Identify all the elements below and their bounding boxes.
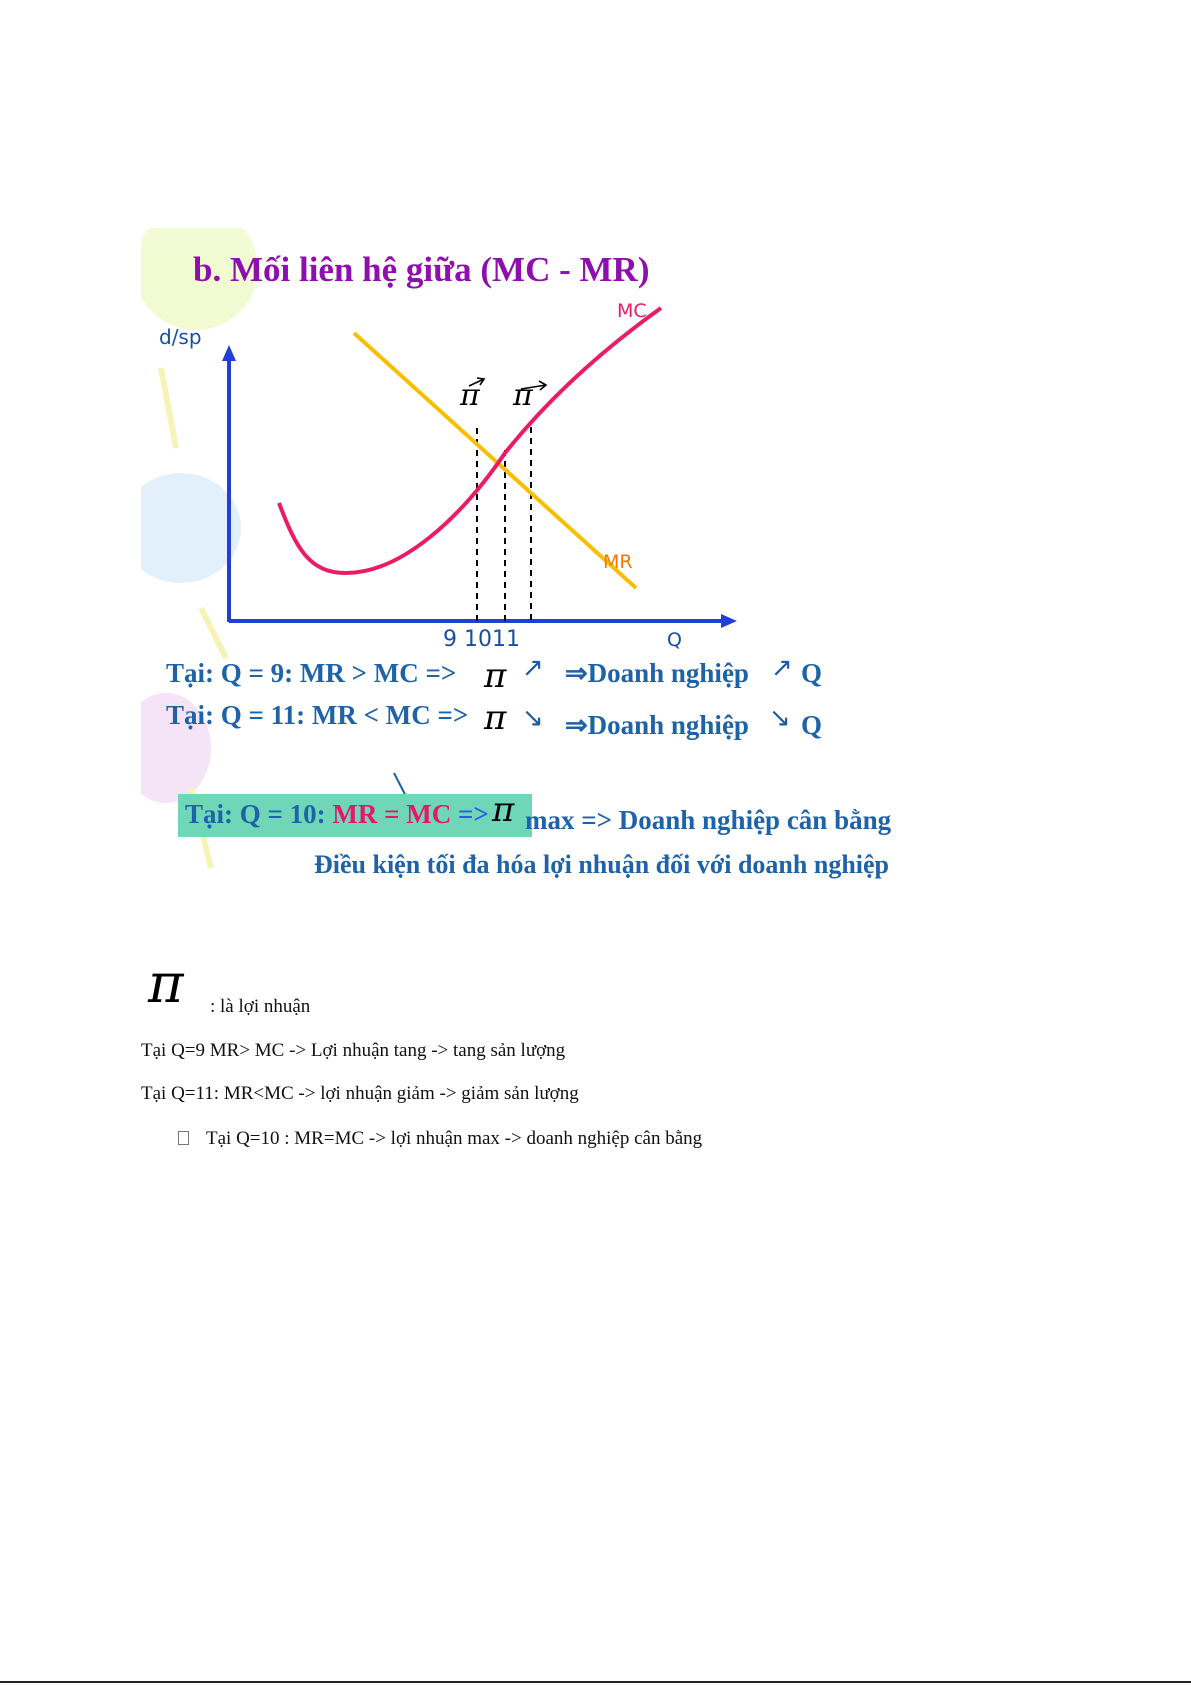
statement-q9-result: ⇒Doanh nghiệp [565, 658, 749, 688]
pi-symbol-q11: π [484, 698, 507, 738]
statement-equilibrium-suffix: max => Doanh nghiệp cân bằng [525, 805, 892, 835]
pi-symbol-note: π [148, 952, 184, 1015]
pi-symbol-q9: π [484, 656, 507, 696]
arrow-down-icon: ↘ [769, 703, 791, 733]
note-line-q10: Tại Q=10 : MR=MC -> lợi nhuận max -> doanh nghiệp cân bằng [206, 1128, 703, 1149]
decor-balloon-blue [141, 473, 241, 583]
pi-definition: : là lợi nhuận [210, 996, 311, 1017]
pi-symbol-right: π [513, 378, 533, 413]
note-line-q11: Tại Q=11: MR<MC -> lợi nhuận giảm -> giảm sản lượng [141, 1083, 579, 1104]
mr-curve-label: MR [603, 551, 633, 573]
arrow-down-icon: ↘ [522, 703, 544, 733]
x-axis-arrowhead [721, 614, 737, 628]
statement-q9-q: Q [801, 658, 823, 688]
pi-symbol-left: π [460, 378, 480, 413]
decor-ray [161, 368, 176, 448]
arrow-up-icon: ↗ [771, 653, 793, 683]
y-axis-arrowhead [222, 345, 236, 361]
slide-graphics [141, 228, 970, 888]
checkbox-icon [178, 1131, 189, 1145]
statement-q11-prefix: Tại: Q = 11: MR < MC => [166, 700, 469, 730]
pi-symbol-eq: π [492, 790, 515, 830]
footer-rule [0, 1681, 1191, 1683]
eq-prefix: Tại: Q = 10: [185, 799, 333, 829]
mc-curve-label: MC [617, 300, 647, 322]
eq-red: MR = MC [332, 799, 452, 829]
decor-ray [201, 608, 226, 658]
q-tick-labels: 9 1011 [443, 627, 520, 652]
arrow-up-icon: ↗ [522, 653, 544, 683]
decor-balloons [141, 228, 258, 868]
mr-curve [354, 333, 636, 588]
statement-q11-q: Q [801, 710, 823, 740]
y-axis-label: d/sp [159, 325, 202, 349]
statement-q9-prefix: Tại: Q = 9: MR > MC => [166, 658, 457, 688]
statement-equilibrium [185, 799, 489, 830]
slide-image [141, 228, 970, 888]
statement-q11-result: ⇒Doanh nghiệp [565, 710, 749, 740]
note-line-q9: Tại Q=9 MR> MC -> Lợi nhuận tang -> tang sản lượng [141, 1040, 566, 1061]
eq-blue: => [451, 799, 489, 829]
x-axis-label: Q [667, 629, 682, 651]
slide-title: b. Mối liên hệ giữa (MC - MR) [193, 250, 650, 289]
condition-text: Điều kiện tối đa hóa lợi nhuận đối với doanh nghiệp [314, 850, 889, 879]
